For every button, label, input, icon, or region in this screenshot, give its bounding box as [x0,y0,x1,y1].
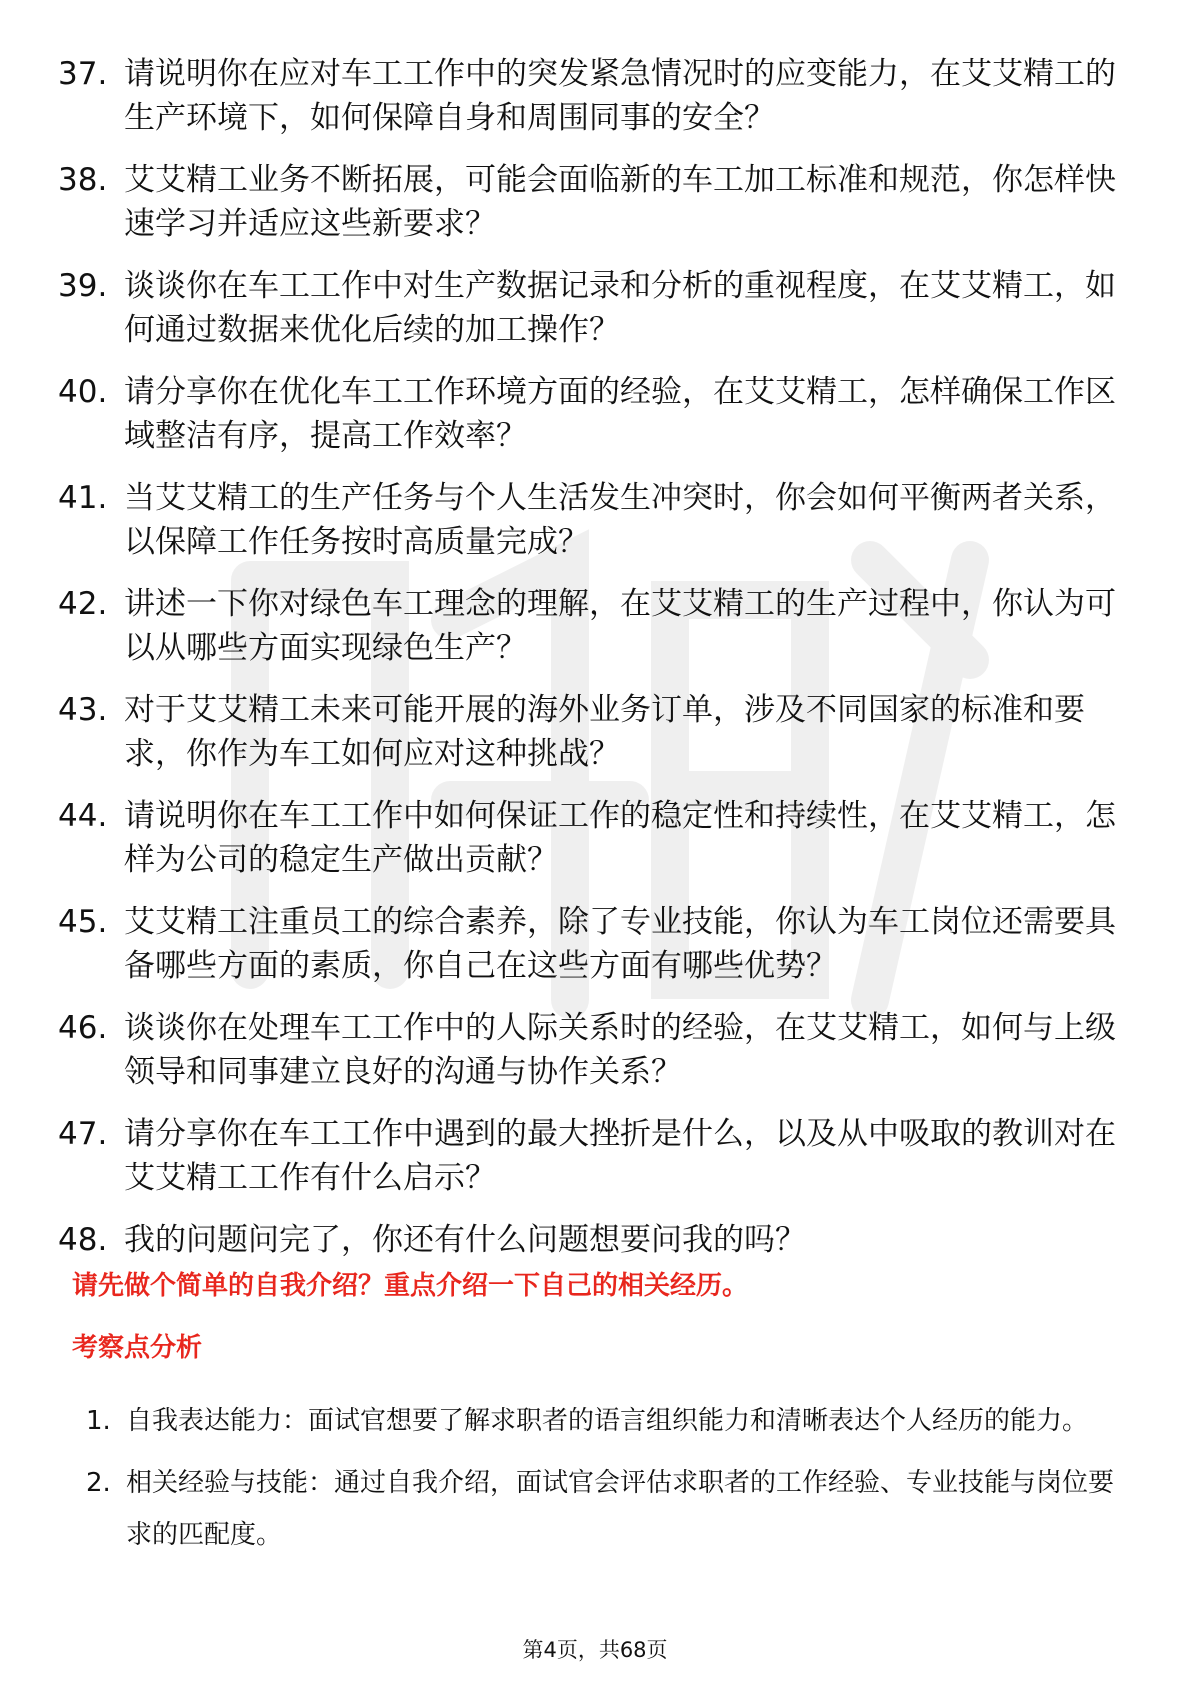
question-text: 请说明你在车工工作中如何保证工作的稳定性和持续性，在艾艾精工，怎样为公司的稳定生产做出贡献？ [124,798,1116,878]
list-item [58,1218,1138,1262]
list-item [58,900,1138,988]
question-number: 39. [58,268,108,304]
question-number: 37. [58,56,108,92]
analysis-text: 自我表达能力：面试官想要了解求职者的语言组织能力和清晰表达个人经历的能力。 [126,1406,1089,1436]
analysis-list [86,1395,1126,1571]
section-heading: 请先做个简单的自我介绍？重点介绍一下自己的相关经历。 [72,1271,749,1301]
page-footer: 第4页，共68页 [522,1638,668,1662]
list-item [58,370,1138,458]
question-number: 41. [58,480,108,516]
question-text: 讲述一下你对绿色车工理念的理解，在艾艾精工的生产过程中，你认为可以从哪些方面实现绿色生产？ [124,586,1116,666]
list-item [58,1112,1138,1200]
list-item [58,264,1138,352]
question-number: 44. [58,798,108,834]
question-text: 请分享你在车工工作中遇到的最大挫折是什么，以及从中吸取的教训对在艾艾精工工作有什么启示？ [124,1116,1116,1196]
list-item [86,1457,1126,1561]
question-number: 40. [58,374,108,410]
question-number: 48. [58,1222,108,1258]
question-number: 46. [58,1010,108,1046]
analysis-number: 1. [86,1406,111,1436]
question-text: 谈谈你在处理车工工作中的人际关系时的经验，在艾艾精工，如何与上级领导和同事建立良好的沟通与协作关系？ [124,1010,1116,1090]
list-item [86,1395,1126,1447]
question-text: 艾艾精工业务不断拓展，可能会面临新的车工加工标准和规范，你怎样快速学习并适应这些新要求？ [124,162,1116,242]
question-number: 38. [58,162,108,198]
question-number: 43. [58,692,108,728]
question-text: 请分享你在优化车工工作环境方面的经验，在艾艾精工，怎样确保工作区域整洁有序，提高工作效率？ [124,374,1116,454]
analysis-heading: 考察点分析 [72,1333,203,1363]
question-text: 请说明你在应对车工工作中的突发紧急情况时的应变能力，在艾艾精工的生产环境下，如何保障自身和周围同事的安全？ [124,56,1116,136]
list-item [58,582,1138,670]
list-item [58,158,1138,246]
question-text: 当艾艾精工的生产任务与个人生活发生冲突时，你会如何平衡两者关系，以保障工作任务按时高质量完成？ [124,480,1116,560]
list-item [58,1006,1138,1094]
question-text: 对于艾艾精工未来可能开展的海外业务订单，涉及不同国家的标准和要求，你作为车工如何应对这种挑战？ [124,692,1085,772]
question-text: 艾艾精工注重员工的综合素养，除了专业技能，你认为车工岗位还需要具备哪些方面的素质，你自己在这些方面有哪些优势？ [124,904,1116,984]
question-list [58,52,1138,1280]
list-item [58,688,1138,776]
list-item [58,476,1138,564]
question-text: 我的问题问完了，你还有什么问题想要问我的吗？ [124,1222,806,1258]
question-number: 42. [58,586,108,622]
question-number: 47. [58,1116,108,1152]
analysis-text: 相关经验与技能：通过自我介绍，面试官会评估求职者的工作经验、专业技能与岗位要求的匹配度。 [126,1468,1115,1550]
question-number: 45. [58,904,108,940]
list-item [58,52,1138,140]
list-item [58,794,1138,882]
analysis-number: 2. [86,1468,111,1498]
question-text: 谈谈你在车工工作中对生产数据记录和分析的重视程度，在艾艾精工，如何通过数据来优化后续的加工操作？ [124,268,1116,348]
